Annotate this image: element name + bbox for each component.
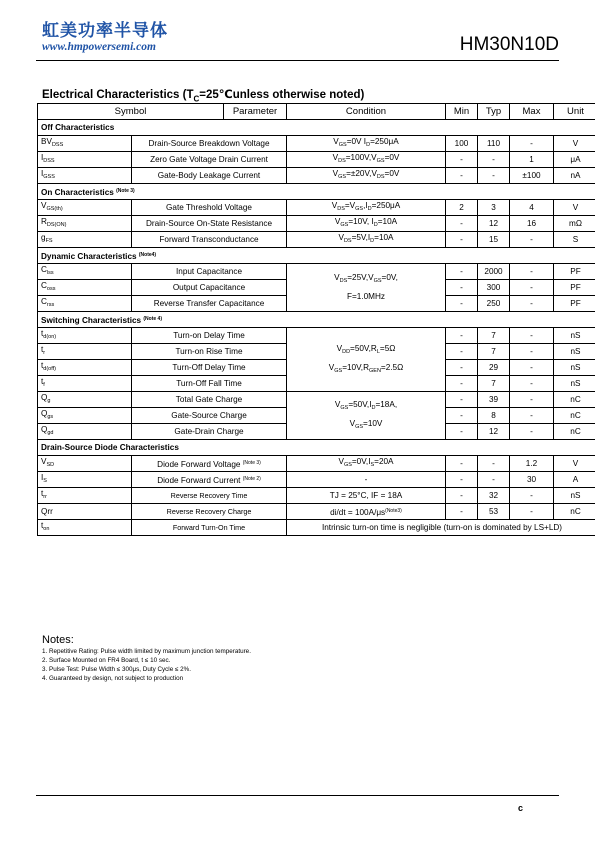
unit-cell: mΩ — [554, 216, 595, 232]
max-cell: 1 — [510, 152, 554, 168]
table-row — [38, 264, 595, 280]
unit-cell: nS — [554, 360, 595, 376]
symbol-cell: $t_{on}$ — [38, 520, 132, 536]
typ-cell: 300 — [478, 280, 510, 296]
title-text-end: =25℃unless otherwise noted) — [199, 89, 365, 101]
typ-cell: 12 — [478, 216, 510, 232]
max-cell: - — [510, 360, 554, 376]
condition-cell: $V_{DS}=5V,I_D=10A$ — [287, 232, 446, 248]
max-cell: 1.2 — [510, 456, 554, 472]
symbol-cell: $t_{rr}$ — [38, 488, 132, 504]
unit-cell: PF — [554, 280, 595, 296]
symbol-cell: $I_S$ — [38, 472, 132, 488]
symbol-cell: $Q_g$ — [38, 392, 132, 408]
table-row — [38, 488, 595, 504]
unit-cell: V — [554, 136, 595, 152]
unit-cell: nS — [554, 328, 595, 344]
unit-cell: PF — [554, 264, 595, 280]
title-subscript: C — [193, 94, 200, 104]
category-row — [38, 440, 595, 456]
part-number: HM30N10D — [459, 34, 559, 55]
category-row — [38, 248, 595, 264]
category-row — [38, 184, 595, 200]
typ-cell: 32 — [478, 488, 510, 504]
max-cell: 4 — [510, 200, 554, 216]
unit-cell: nC — [554, 504, 595, 520]
symbol-cell: $R_{DS(ON)}$ — [38, 216, 132, 232]
min-cell: - — [446, 376, 478, 392]
parameter-cell: Forward Turn-On Time — [132, 520, 287, 536]
header-unit: Unit — [554, 104, 595, 120]
typ-cell: - — [478, 456, 510, 472]
min-cell: - — [446, 488, 478, 504]
parameter-cell: Gate Threshold Voltage — [132, 200, 287, 216]
symbol-cell: $t_r$ — [38, 344, 132, 360]
parameter-cell: Gate-Body Leakage Current — [132, 168, 287, 184]
table-row — [38, 168, 595, 184]
logo-website: www.hmpowersemi.com — [42, 41, 156, 53]
parameter-cell: Total Gate Charge — [132, 392, 287, 408]
electrical-characteristics-table — [37, 103, 595, 536]
note-item: 3. Pulse Test: Pulse Width ≤ 300μs, Duty Cycle ≤ 2%. — [42, 666, 192, 673]
table-row — [38, 136, 595, 152]
table-row — [38, 152, 595, 168]
switching-condition-cell: $V_{DD}=50V,R_L=5\Omega$ $V_{GS}=10V,R_{GEN}=2.5\Omega$ — [287, 328, 446, 392]
notes-section — [42, 633, 251, 683]
parameter-cell: Turn-Off Delay Time — [132, 360, 287, 376]
unit-cell: nC — [554, 424, 595, 440]
typ-cell: 3 — [478, 200, 510, 216]
typ-cell: - — [478, 152, 510, 168]
parameter-cell: Diode Forward Current $^{(Note 2)}$ — [132, 472, 287, 488]
typ-cell: 12 — [478, 424, 510, 440]
capacitance-condition-cell: $V_{DS}=25V,V_{GS}=0V$, F=1.0MHz — [287, 264, 446, 312]
unit-cell: V — [554, 200, 595, 216]
unit-cell: nS — [554, 376, 595, 392]
note-item: 2. Surface Mounted on FR4 Board, t ≤ 10 sec. — [42, 657, 171, 664]
table-row — [38, 504, 595, 520]
min-cell: - — [446, 392, 478, 408]
footer-divider — [36, 795, 559, 796]
max-cell: - — [510, 328, 554, 344]
min-cell: - — [446, 232, 478, 248]
condition-cell: $di/dt = 100A/\mu s^{(Note3)}$ — [287, 504, 446, 520]
min-cell: 2 — [446, 200, 478, 216]
typ-cell: 53 — [478, 504, 510, 520]
notes-title: Notes: — [42, 634, 74, 646]
symbol-cell: $V_{GS(th)}$ — [38, 200, 132, 216]
min-cell: - — [446, 264, 478, 280]
header-typ: Typ — [478, 104, 510, 120]
parameter-cell: Reverse Recovery Time — [132, 488, 287, 504]
header-min: Min — [446, 104, 478, 120]
category-diode: Drain-Source Diode Characteristics — [38, 440, 595, 456]
min-cell: - — [446, 296, 478, 312]
symbol-cell: Qrr — [38, 504, 132, 520]
symbol-cell: $I_{DSS}$ — [38, 152, 132, 168]
unit-cell: nC — [554, 392, 595, 408]
header-symbol-parameter — [38, 104, 287, 120]
max-cell: ±100 — [510, 168, 554, 184]
parameter-cell: Gate-Drain Charge — [132, 424, 287, 440]
max-cell: 30 — [510, 472, 554, 488]
min-cell: - — [446, 408, 478, 424]
unit-cell: nC — [554, 408, 595, 424]
table-header-row — [38, 104, 595, 120]
typ-cell: 29 — [478, 360, 510, 376]
max-cell: - — [510, 136, 554, 152]
min-cell: 100 — [446, 136, 478, 152]
header-divider — [36, 60, 559, 61]
category-off: Off Characteristics — [38, 120, 595, 136]
table-row — [38, 392, 595, 408]
symbol-cell: $g_{FS}$ — [38, 232, 132, 248]
condition-cell: $V_{GS}=0V,I_S=20A$ — [287, 456, 446, 472]
typ-cell: 110 — [478, 136, 510, 152]
parameter-cell: Zero Gate Voltage Drain Current — [132, 152, 287, 168]
unit-cell: nS — [554, 344, 595, 360]
min-cell: - — [446, 216, 478, 232]
table-row — [38, 520, 595, 536]
gate-charge-condition-cell: $V_{GS}=50V,I_D=18A$, $V_{GS}=10V$ — [287, 392, 446, 440]
min-cell: - — [446, 152, 478, 168]
parameter-cell: Turn-on Delay Time — [132, 328, 287, 344]
table-row — [38, 200, 595, 216]
symbol-cell: $V_{SD}$ — [38, 456, 132, 472]
parameter-cell: Turn-Off Fall Time — [132, 376, 287, 392]
header-parameter: Parameter — [223, 104, 286, 119]
max-cell: - — [510, 344, 554, 360]
max-cell: - — [510, 264, 554, 280]
unit-cell: nA — [554, 168, 595, 184]
parameter-cell: Reverse Recovery Charge — [132, 504, 287, 520]
min-cell: - — [446, 424, 478, 440]
parameter-cell: Drain-Source On-State Resistance — [132, 216, 287, 232]
condition-cell: - — [287, 472, 446, 488]
symbol-cell: $BV_{DSS}$ — [38, 136, 132, 152]
category-on: On Characteristics $^{(Note 3)}$ — [38, 184, 595, 200]
min-cell: - — [446, 456, 478, 472]
min-cell: - — [446, 504, 478, 520]
typ-cell: - — [478, 472, 510, 488]
unit-cell: S — [554, 232, 595, 248]
parameter-cell: Drain-Source Breakdown Voltage — [132, 136, 287, 152]
table-row — [38, 456, 595, 472]
category-row — [38, 312, 595, 328]
max-cell: - — [510, 424, 554, 440]
max-cell: - — [510, 392, 554, 408]
typ-cell: - — [478, 168, 510, 184]
parameter-cell: Forward Transconductance — [132, 232, 287, 248]
max-cell: - — [510, 504, 554, 520]
typ-cell: 8 — [478, 408, 510, 424]
typ-cell: 7 — [478, 376, 510, 392]
symbol-cell: $C_{lss}$ — [38, 264, 132, 280]
min-cell: - — [446, 328, 478, 344]
typ-cell: 15 — [478, 232, 510, 248]
symbol-cell: $I_{GSS}$ — [38, 168, 132, 184]
table-row — [38, 216, 595, 232]
category-switching: Switching Characteristics $^{(Note 4)}$ — [38, 312, 595, 328]
unit-cell: nS — [554, 488, 595, 504]
unit-cell: μA — [554, 152, 595, 168]
symbol-cell: $C_{rss}$ — [38, 296, 132, 312]
symbol-cell: $C_{oss}$ — [38, 280, 132, 296]
unit-cell: A — [554, 472, 595, 488]
header-max: Max — [510, 104, 554, 120]
min-cell: - — [446, 168, 478, 184]
typ-cell: 7 — [478, 328, 510, 344]
category-row — [38, 120, 595, 136]
symbol-cell: $t_f$ — [38, 376, 132, 392]
typ-cell: 250 — [478, 296, 510, 312]
typ-cell: 7 — [478, 344, 510, 360]
condition-cell: $V_{GS}=\pm 20V,V_{DS}=0V$ — [287, 168, 446, 184]
table-row — [38, 232, 595, 248]
condition-cell: $V_{GS}=10V$, $I_D=10A$ — [287, 216, 446, 232]
max-cell: 16 — [510, 216, 554, 232]
title-text: Electrical Characteristics (T — [42, 89, 194, 101]
header-symbol: Symbol — [114, 105, 147, 117]
condition-cell: $V_{GS}=0V$ $I_D=250\mu A$ — [287, 136, 446, 152]
logo-chinese-name: 虹美功率半导体 — [42, 21, 168, 41]
condition-cell: $V_{DS}=V_{GS},I_D=250\mu A$ — [287, 200, 446, 216]
condition-cell: TJ = 25°C, IF = 18A — [287, 488, 446, 504]
unit-cell: PF — [554, 296, 595, 312]
company-logo — [42, 22, 168, 54]
symbol-cell: $t_{d(off)}$ — [38, 360, 132, 376]
unit-cell: V — [554, 456, 595, 472]
condition-cell: Intrinsic turn-on time is negligible (turn-on is dominated by LS+LD) — [287, 520, 595, 536]
parameter-cell: Diode Forward Voltage $^{(Note 3)}$ — [132, 456, 287, 472]
header-condition: Condition — [287, 104, 446, 120]
condition-cell: $V_{DS}=100V,V_{GS}=0V$ — [287, 152, 446, 168]
category-dynamic: Dynamic Characteristics $^{(Note4)}$ — [38, 248, 595, 264]
symbol-cell: $t_{d(on)}$ — [38, 328, 132, 344]
table-row — [38, 328, 595, 344]
parameter-cell: Gate-Source Charge — [132, 408, 287, 424]
max-cell: - — [510, 488, 554, 504]
typ-cell: 2000 — [478, 264, 510, 280]
table-row — [38, 472, 595, 488]
note-item: 1. Repetitive Rating: Pulse width limited by maximum junction temperature. — [42, 648, 251, 655]
typ-cell: 39 — [478, 392, 510, 408]
min-cell: - — [446, 472, 478, 488]
parameter-cell: Output Capacitance — [132, 280, 287, 296]
min-cell: - — [446, 360, 478, 376]
parameter-cell: Reverse Transfer Capacitance — [132, 296, 287, 312]
page-mark: c — [518, 803, 524, 813]
symbol-cell: $Q_{gs}$ — [38, 408, 132, 424]
note-item: 4. Guaranteed by design, not subject to production — [42, 675, 184, 682]
max-cell: - — [510, 280, 554, 296]
max-cell: - — [510, 232, 554, 248]
symbol-cell: $Q_{gd}$ — [38, 424, 132, 440]
max-cell: - — [510, 376, 554, 392]
min-cell: - — [446, 280, 478, 296]
max-cell: - — [510, 408, 554, 424]
parameter-cell: Input Capacitance — [132, 264, 287, 280]
parameter-cell: Turn-on Rise Time — [132, 344, 287, 360]
min-cell: - — [446, 344, 478, 360]
max-cell: - — [510, 296, 554, 312]
